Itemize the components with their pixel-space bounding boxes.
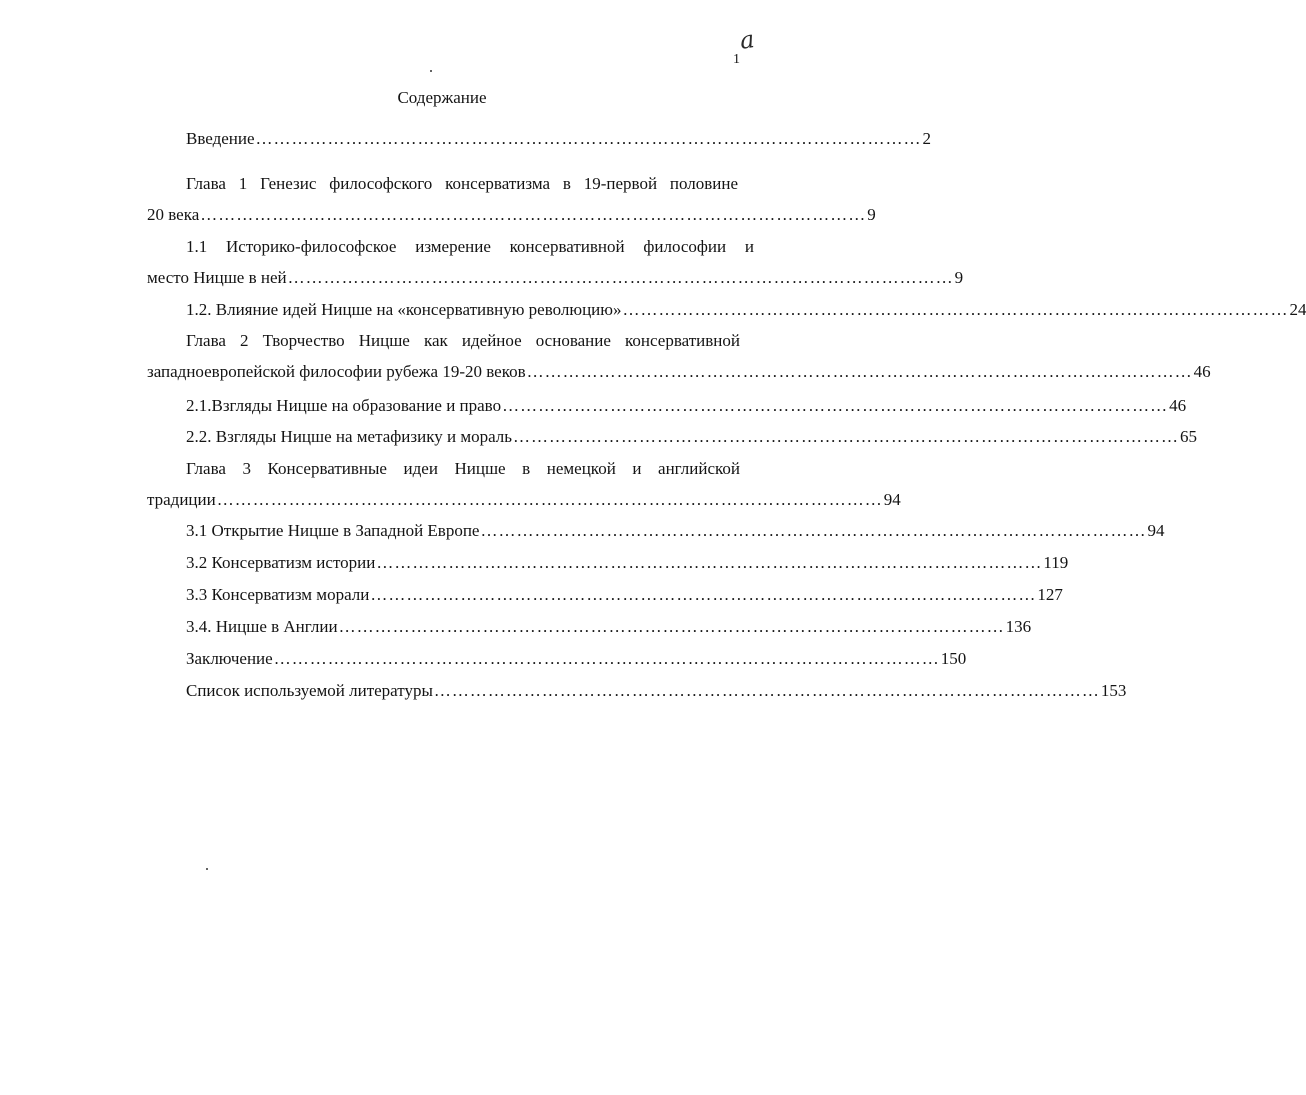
dot-leader: ………………………………………………………………………………………………… (622, 300, 1289, 319)
dot-leader: ………………………………………………………………………………………………… (433, 681, 1100, 700)
toc-entry-page: 119 (1043, 553, 1069, 572)
toc-section-3-3 (186, 585, 1063, 605)
toc-entry-page: 94 (1147, 521, 1165, 540)
toc-entry-title: Список используемой литературы (186, 681, 433, 700)
scan-speck (206, 868, 208, 870)
toc-entry-title: 1.2. Влияние идей Ницше на «консервативную революцию» (186, 300, 622, 319)
dot-leader: ………………………………………………………………………………………………… (216, 490, 883, 509)
dot-leader: ………………………………………………………………………………………………… (480, 521, 1147, 540)
toc-chapter-3-line1: Глава 3 Консервативные идеи Ницше в немецкой и английской (186, 459, 740, 478)
dot-leader: ………………………………………………………………………………………………… (255, 129, 922, 148)
toc-entry-title: 3.4. Ницше в Англии (186, 617, 338, 636)
dot-leader: ………………………………………………………………………………………………… (376, 553, 1043, 572)
toc-section-2-2 (186, 427, 1198, 447)
page-title: Содержание (397, 88, 487, 107)
dot-leader: ………………………………………………………………………………………………… (338, 617, 1005, 636)
dot-leader: ………………………………………………………………………………………………… (370, 585, 1037, 604)
dot-leader: ………………………………………………………………………………………………… (502, 396, 1169, 415)
toc-section-2-1 (186, 396, 1187, 416)
toc-entry-page: 9 (954, 268, 964, 287)
toc-entry-title: 3.2 Консерватизм истории (186, 553, 376, 572)
toc-chapter-2-line1: Глава 2 Творчество Ницше как идейное основание консервативной (186, 331, 740, 350)
toc-entry-conclusion (186, 649, 967, 669)
toc-entry-page: 24 (1289, 300, 1306, 319)
toc-entry-page: 65 (1180, 427, 1198, 446)
toc-section-1-1-line2 (147, 268, 964, 288)
toc-entry-intro (186, 129, 932, 149)
toc-entry-title: Введение (186, 129, 255, 148)
toc-chapter-1-line2 (147, 205, 876, 225)
toc-entry-page: 136 (1005, 617, 1032, 636)
toc-entry-page: 150 (940, 649, 967, 668)
toc-chapter-1-line1: Глава 1 Генезис философского консерватизма в 19-первой половине (186, 174, 738, 193)
toc-section-1-1-line1: 1.1 Историко-философское измерение консервативной философии и (186, 237, 754, 256)
toc-entry-page: 46 (1169, 396, 1187, 415)
toc-section-3-4 (186, 617, 1032, 637)
toc-entry-title: Заключение (186, 649, 273, 668)
toc-entry-page: 127 (1037, 585, 1063, 604)
toc-entry-title: 2.2. Взгляды Ницше на метафизику и мораль (186, 427, 513, 446)
dot-leader: ………………………………………………………………………………………………… (273, 649, 940, 668)
toc-entry-title: 3.3 Консерватизм морали (186, 585, 370, 604)
toc-entry-page: 9 (867, 205, 876, 224)
handwritten-mark: a (738, 25, 757, 55)
toc-entry-title: место Ницше в ней (147, 268, 287, 287)
toc-chapter-3-line2 (147, 490, 901, 510)
dot-leader: ………………………………………………………………………………………………… (513, 427, 1180, 446)
toc-entry-title: 2.1.Взгляды Ницше на образование и право (186, 396, 502, 415)
toc-chapter-2-line2 (147, 362, 1211, 382)
toc-entry-page: 46 (1193, 362, 1211, 381)
toc-entry-references (186, 681, 1127, 701)
page-number: 1 (733, 52, 740, 67)
toc-section-1-2 (186, 300, 1306, 320)
dot-leader: ………………………………………………………………………………………………… (200, 205, 867, 224)
toc-entry-title: 20 века (147, 205, 200, 224)
toc-entry-page: 153 (1100, 681, 1127, 700)
toc-section-3-1 (186, 521, 1165, 541)
dot-leader: ………………………………………………………………………………………………… (287, 268, 954, 287)
toc-entry-page: 2 (922, 129, 932, 148)
toc-entry-page: 94 (883, 490, 901, 509)
scan-speck (430, 70, 432, 72)
toc-entry-title: западноевропейской философии рубежа 19-20 веков (147, 362, 526, 381)
dot-leader: ………………………………………………………………………………………………… (526, 362, 1193, 381)
toc-entry-title: 3.1 Открытие Ницше в Западной Европе (186, 521, 480, 540)
toc-section-3-2 (186, 553, 1069, 573)
toc-entry-title: традиции (147, 490, 216, 509)
